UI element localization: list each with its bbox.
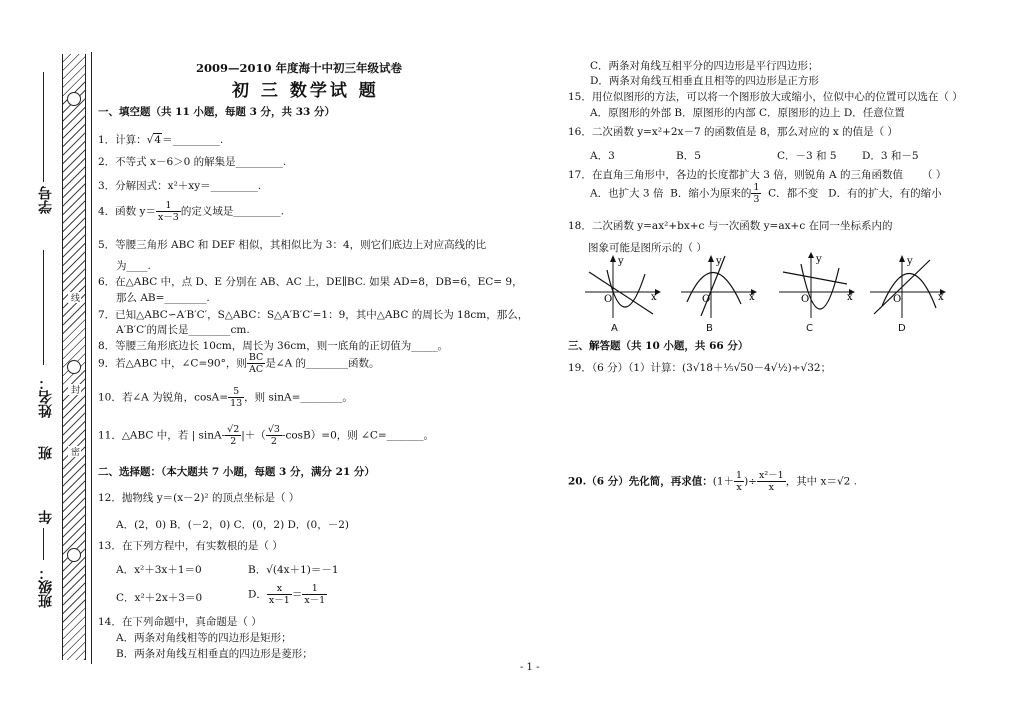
graph-label-d: D (898, 323, 906, 334)
graph-d-y-label: y (907, 256, 913, 267)
graph-c-x-label: x (847, 292, 853, 303)
question-18-line2: 图象可能是图所示的（ ） (588, 242, 707, 254)
blank-line (43, 528, 44, 560)
question-5-line2: 为____. (116, 260, 151, 272)
graph-d-x-label: x (938, 292, 944, 303)
binding-hole (67, 92, 81, 106)
question-6-line1: 6．在△ABC 中，点 D、E 分别在 AB、AC 上，DE∥BC. 如果 AD=8，DB=6，EC= 9， (98, 276, 523, 288)
graph-label-b: B (706, 323, 713, 334)
page-number: - 1 - (520, 662, 540, 673)
question-15-options: A．原图形的外部 B．原图形的内部 C．原图形的边上 D．任意位置 (590, 107, 905, 119)
question-13-option-b: B．√(4x＋1)＝－1 (248, 564, 339, 576)
question-14-option-a: A．两条对角线相等的四边形是矩形； (116, 632, 292, 644)
graph-a-origin: O (604, 294, 613, 305)
graph-d-origin: O (893, 294, 902, 305)
question-20: 20.（6 分）先化简，再求值：(1＋ $\frac{1}{x}$ )÷ $\frac{\text{x²－1}}{x}$ ，其中 x＝√2 . (568, 470, 857, 493)
question-16-option-b: B．5 (676, 150, 701, 162)
question-17: 17．在直角三角形中，各边的长度都扩大 3 倍，则锐角 A 的三角函数值 (568, 169, 903, 181)
graph-d (868, 252, 952, 320)
question-17-options: A．也扩大 3 倍 B．缩小为原来的 $\frac{1}{3}$ C．都不变 D．有的扩大，有的缩小 (590, 182, 942, 205)
question-13-option-a: A．x²＋3x＋1＝0 (116, 564, 202, 576)
question-11: 11．△ABC 中，若 | sinA- $\frac{√2}{2}$ |＋（ $\frac{√3}{2}$ -cosB）=0，则 ∠C=_______。 (98, 424, 434, 447)
question-9: 9．若△ABC 中，∠C=90°，则 $\frac{BC}{AC}$ 是∠A 的________函数。 (98, 352, 380, 375)
exam-subtitle: 初 三 数学试 题 (232, 81, 379, 101)
label-grade: 年 (38, 510, 54, 524)
question-14-option-c: C．两条对角线互相平分的四边形是平行四边形； (590, 60, 819, 72)
question-18-line1: 18．二次函数 y=ax²+bx+c 与一次函数 y=ax+c 在同一坐标系内的 (568, 220, 893, 232)
graph-b-x-label: x (749, 292, 755, 303)
graph-b-y-label: y (716, 256, 722, 267)
question-5-line1: 5．等腰三角形 ABC 和 DEF 相似，其相似比为 3：4，则它们底边上对应高线的比 (98, 239, 487, 251)
binding-line (91, 52, 92, 664)
graph-c (777, 252, 857, 320)
section1-heading: 一、填空题（共 11 小题，每题 3 分，共 33 分） (98, 106, 335, 118)
exam-title: 2009—2010 年度海十中初三年级试卷 (196, 61, 403, 75)
question-14-option-d: D．两条对角线互相垂直且相等的四边形是正方形 (590, 75, 819, 87)
question-16-option-c: C．－3 和 5 (777, 150, 837, 162)
label-class-no: 班级： (38, 566, 54, 608)
seal-char: 线 (69, 293, 79, 302)
graph-c-y-label: y (816, 254, 822, 265)
graph-a (583, 252, 663, 320)
question-10: 10．若∠A 为锐角，cosA= $\frac{5}{13}$ ，则 sinA=________。 (98, 386, 353, 409)
question-16: 16．二次函数 y=x²+2x－7 的函数值是 8，那么对应的 x 的值是（ ） (568, 126, 898, 138)
graph-a-y-label: y (618, 256, 624, 267)
graph-b-origin: O (702, 294, 711, 305)
binding-hatch (62, 54, 86, 660)
label-class: 班 (38, 446, 54, 460)
question-8: 8．等腰三角形底边长 10cm，周长为 36cm，则一底角的正切值为_____。 (98, 340, 449, 352)
blank-line (43, 250, 44, 365)
graph-label-a: A (611, 323, 618, 334)
question-13-option-c: C．x²＋2x＋3＝0 (116, 592, 203, 604)
section2-heading: 二、选择题：（本大题共 7 小题，每题 3 分，满分 21 分） (98, 466, 375, 478)
binding-hole (67, 360, 81, 374)
question-14: 14．在下列命题中，真命题是（ ） (98, 616, 262, 628)
question-1: 1．计算：√4＝_________. (98, 134, 224, 146)
graph-label-c: C (806, 323, 813, 334)
seal-char: 封 (69, 385, 79, 394)
question-17-paren: （ ） (922, 169, 947, 181)
question-14-option-b: B．两条对角线互相垂直的四边形是菱形； (116, 648, 313, 660)
question-16-option-a: A．3 (590, 150, 615, 162)
blank-line (43, 72, 44, 182)
question-15: 15．用位似图形的方法，可以将一个图形放大或缩小，位似中心的位置可以选在（ ） (568, 91, 963, 103)
question-13-option-d: D． $\frac{x}{x-1}$ ＝ $\frac{1}{x-1}$ (248, 583, 326, 606)
seal-char: 密 (69, 447, 79, 456)
question-7-line1: 7．已知△ABC∽A′B′C′，S△ABC：S△A′B′C′=1：9，其中△ABC 的周长为 18cm，那么， (98, 309, 529, 321)
question-12: 12．抛物线 y＝(x－2)² 的顶点坐标是（ ） (98, 492, 300, 504)
label-student-id: 学号 (38, 186, 54, 214)
graph-c-origin: O (801, 294, 810, 305)
question-6-line2: 那么 AB=________. (116, 292, 210, 304)
question-7-line2: A′B′C′的周长是________cm. (116, 324, 250, 336)
section3-heading: 三、解答题（共 10 小题，共 66 分） (568, 340, 749, 352)
graph-a-x-label: x (651, 292, 657, 303)
question-2: 2．不等式 x－6＞0 的解集是_________. (98, 156, 287, 168)
question-13: 13．在下列方程中，有实数根的是（ ） (98, 540, 283, 552)
binding-hole (67, 548, 81, 562)
label-name: 姓名： (38, 376, 54, 418)
graph-b (679, 252, 759, 320)
question-19: 19．（6 分）（1）计算：(3√18＋⅕√50－4√½)÷√32； (568, 362, 832, 374)
question-4: 4．函数 y＝ $\frac{1}{x-3}$ 的定义域是_________. (98, 200, 284, 223)
question-3: 3．分解因式：x²＋xy＝_________. (98, 180, 262, 192)
question-12-options: A．(2，0) B．(－2，0) C．(0，2) D．(0，－2) (116, 519, 349, 531)
question-16-option-d: D．3 和－5 (862, 150, 919, 162)
